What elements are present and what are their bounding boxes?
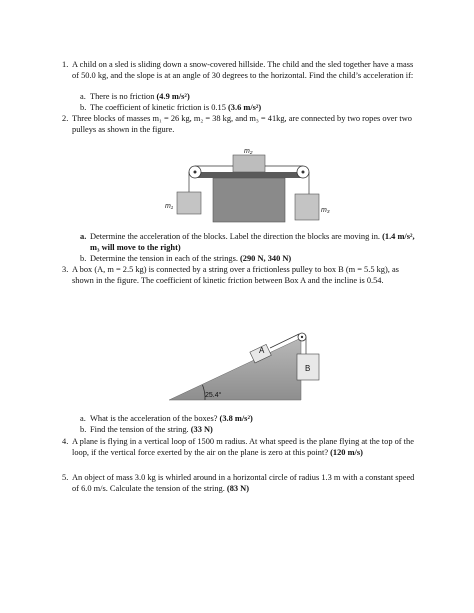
part-letter: a. [80, 92, 86, 101]
question-3 [62, 265, 417, 286]
incline-pulley-figure [165, 320, 335, 402]
question-number: 4. [62, 437, 69, 446]
incline [169, 338, 301, 400]
question-5 [62, 473, 417, 494]
part-letter: b. [80, 254, 87, 263]
part-text: Find the tension of the string. [90, 425, 191, 434]
part-answer: (33 N) [190, 425, 213, 434]
table-top [193, 172, 303, 178]
part-text: There is no friction [90, 92, 157, 101]
label-m1: m₁ [165, 203, 174, 210]
part-answer: (290 N, 340 N) [240, 254, 292, 263]
question-2-part-a [80, 232, 415, 253]
question-text: A child on a sled is sliding down a snow-covered hillside. The child and the sled together have a mass of 50.0 kg, and the slope is at an angle of 30 degrees to the horizontal. Find the child’s acceleration if: [72, 60, 414, 80]
block-m3 [295, 194, 319, 220]
question-text: Three blocks of masses m₁ = 26 kg, m₂ = 38 kg, and m₃ = 41kg, are connected by two ropes over two pulleys as shown in the figure. [72, 114, 412, 134]
question-number: 3. [62, 265, 69, 274]
part-letter: a. [80, 414, 86, 423]
three-blocks-pulley-figure [165, 142, 335, 224]
label-m3: m₃ [321, 207, 330, 214]
question-number: 1. [62, 60, 69, 69]
table-body [213, 178, 285, 222]
part-text: The coefficient of kinetic friction is 0.15 [90, 103, 228, 112]
question-1 [62, 60, 417, 81]
label-b: B [305, 364, 311, 373]
question-text: A plane is flying in a vertical loop of 1500 m radius. At what speed is the plane flying at the top of the loop, if the vertical force exerted by the air on the plane is zero at this point? [72, 437, 414, 457]
question-3-part-a [80, 414, 415, 425]
question-answer: (120 m/s) [330, 447, 363, 457]
part-letter: b. [80, 425, 87, 434]
question-number: 2. [62, 114, 69, 123]
block-m1 [177, 192, 201, 214]
question-3-part-b [80, 425, 415, 436]
part-answer: (4.9 m/s²) [156, 92, 190, 101]
part-text: What is the acceleration of the boxes? [90, 414, 220, 423]
question-number: 5. [62, 473, 69, 482]
part-answer: (3.8 m/s²) [219, 414, 253, 423]
question-answer: (83 N) [226, 483, 250, 493]
part-letter: a. [80, 232, 87, 241]
label-a: A [259, 346, 265, 355]
part-letter: b. [80, 103, 87, 112]
question-2-part-b [80, 254, 415, 265]
question-1-part-a [80, 92, 415, 103]
label-m2: m₂ [244, 148, 253, 155]
question-2 [62, 114, 417, 135]
question-1-part-b [80, 103, 415, 114]
part-answer: (3.6 m/s²) [228, 103, 262, 112]
part-text: Determine the tension in each of the strings. [90, 254, 241, 263]
angle-label: 25.4° [205, 392, 222, 399]
part-text: Determine the acceleration of the blocks. Label the direction the blocks are moving in. [90, 232, 383, 241]
question-4 [62, 437, 417, 458]
question-text: An object of mass 3.0 kg is whirled around in a horizontal circle of radius 1.3 m with a constant speed of 6.0 m/s. Calculate the tension of the string. [72, 473, 415, 493]
block-m2 [233, 155, 265, 172]
question-text: A box (A, m = 2.5 kg) is connected by a string over a frictionless pulley to box B (m = 5.5 kg), as shown in the figure. The coefficient of kinetic friction between Box A and the incline is 0.54. [72, 265, 399, 285]
part-answer: (1.4 m/s², m₃ will move to the right) [90, 232, 415, 252]
